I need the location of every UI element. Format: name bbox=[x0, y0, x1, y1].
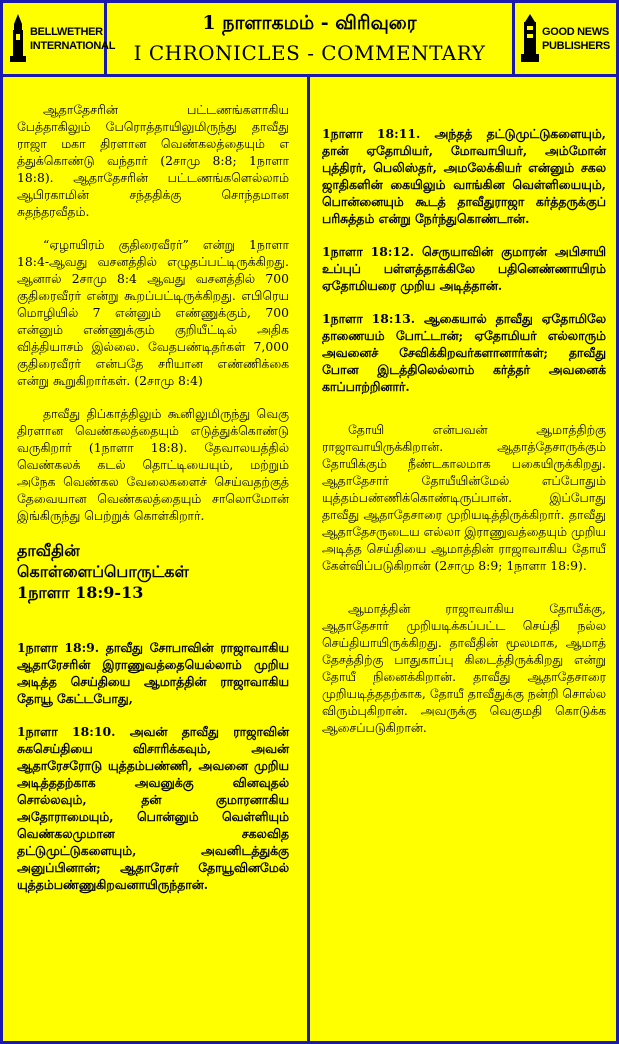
section-title-line: தாவீதின் bbox=[17, 541, 80, 560]
scripture-verse: 1நாளா 18:10. அவன் தாவீது ராஜாவின் சுகசெய்தியை விசாரிக்கவும், அவன் ஆதாரேசரோடு யுத்தம்பண்ணி, அவனை முறிய அடித்ததற்காக அவனுக்கு வினவுதல் சொல்லவும், தன் குமாரனாகிய அதோராமையும், பொன்னும் வெள்ளியும் வெண்கலமுமான சகலவித தட்டுமுட்டுகளையும், அவனிடத்துக்கு அனுப்பினான்; ஆதாரேசர் தோயூவினமேல் யுத்தம்பண்ணுகிறவனாயிருந்தான். bbox=[17, 724, 289, 892]
scripture-verse: 1நாளா 18:9. தாவீது சோபாவின் ராஜாவாகிய ஆதாரேசரின் இராணுவத்தையெல்லாம் முறிய அடித்த செய்தியை ஆமாத்தின் ராஜாவாகிய தோயூ கேட்டபோது, bbox=[17, 640, 289, 706]
good-news-logo bbox=[512, 3, 616, 74]
bellwether-logo bbox=[3, 3, 116, 74]
right-logo-line-2: PUBLISHERS bbox=[542, 39, 610, 52]
title-english: I CHRONICLES - COMMENTARY bbox=[133, 41, 486, 65]
header bbox=[3, 3, 616, 77]
scripture-verse: 1நாளா 18:12. செருயாவின் குமாரன் அபிசாயி உப்புப் பள்ளத்தாக்கிலே பதினெண்ணாயிரம் ஏதோமியரை முறிய அடித்தான். bbox=[322, 244, 606, 293]
section-title-line: கொள்ளைப்பொருட்கள் bbox=[17, 562, 189, 581]
commentary-paragraph: “ஏழாயிரம் குதிரைவீரர்” என்று 1நாளா 18:4-ஆவது வசனத்தில் எழுதப்பட்டிருக்கிறது. ஆனால் 2சாமு 8:4 ஆவது வசனத்தில் 700 குதிரைவீரர் என்று கூறப்பட்டிருக்கிறது. எபிரெய மொழியில் 7 என்னும் எண்ணுக்கும், 700 என்னும் எண்ணுக்கும் குறியீட்டில் அதிக வித்தியாசம் இல்லை. வேதபண்டிதர்கள் 7,000 குதிரைவீரர் என்பதே சரியான எண்ணிக்கை என்று கூறுகிறார்கள். (2சாமு 8:4) bbox=[17, 237, 289, 388]
commentary-paragraph: ஆதாதேசரின் பட்டணங்களாகிய பேத்தாகிலும் பேரொத்தாயிலுமிருந்து தாவீது ராஜா மகா திரளான வெண்கலத்தையும் எ த்துக்கொண்டு வந்தார் (2சாமு 8:8; 1நாளா 18:8). ஆதாதேசரின் பட்டணங்களெல்லாம் ஆபிரகாமின் சந்ததிக்கு சொந்தமான சுதந்தரவீதம். bbox=[17, 102, 289, 219]
book-tower-icon bbox=[521, 14, 539, 64]
commentary-paragraph: தாவீது திப்காத்திலும் கூனிலுமிருந்து வெகு திரளான வெண்கலத்தையும் எடுத்துக்கொண்டு வருகிறார் (1நாளா 18:8). தேவாலயத்தில் வெண்கலக் கடல் தொட்டியையும், மற்றும் அநேக வெண்கல வேலைகளைச் செய்வதற்குத் தேவையான வெண்கலத்தையும் சாலொமோன் இங்கிருந்து பெற்றுக் கொள்கிறார். bbox=[17, 406, 289, 523]
commentary-paragraph: ஆமாத்தின் ராஜாவாகிய தோயீக்கு, ஆதாதேசார் முறியடிக்கப்பட்ட செய்தி நல்ல செய்தியாயிருக்கிறது. தாவீதின் மூலமாக, ஆமாத் தேசத்திற்கு பாதுகாப்பு கிடைத்திருக்கிறது என்று தோயீ நினைக்கிறான். தாவீது ஆதாதேசாரை முறியடித்ததற்காக, தோயீ தாவீதுக்கு நன்றி சொல்ல விரும்புகிறான். அவருக்கு வெகுமதி கொடுக்க ஆசைப்படுகிறான். bbox=[322, 601, 606, 735]
title-tamil: 1 நாளாகமம் - விரிவுரை bbox=[202, 12, 417, 34]
right-logo-line-1: GOOD NEWS bbox=[542, 25, 609, 38]
scripture-verse: 1நாளா 18:13. ஆகையால் தாவீது ஏதோமிலே தாணையம் போட்டான்; ஏதோமியர் எல்லாரும் அவனைச் சேவிக்கிறவர்களானார்கள்; தாவீது போன இடத்திலெல்லாம் கர்த்தர் அவனைக் காப்பாற்றினார். bbox=[322, 311, 606, 394]
left-logo-line-1: BELLWETHER bbox=[30, 25, 103, 38]
scripture-verse: 1நாளா 18:11. அந்தத் தட்டுமுட்டுகளையும், தான் ஏதோமியர், மோவாபியர், அம்மோன் புத்திரர், பெலிஸ்தர், அமலேக்கியர் என்னும் சகல ஜாதிகளின் கையிலும் வாங்கின வெள்ளியையும், பொன்னையும் கூடத் தாவீதுராஜா கர்த்தருக்குப் பரிசுத்தம் என்று நேர்ந்துகொண்டான். bbox=[322, 126, 606, 226]
title-block bbox=[107, 3, 512, 74]
bell-tower-icon bbox=[9, 14, 27, 64]
left-column bbox=[3, 77, 310, 1041]
commentary-paragraph: தோயி என்பவன் ஆமாத்திற்கு ராஜாவாயிருக்கிறான். ஆதாத்தேசாருக்கும் தோயிக்கும் நீண்டகாலமாக பகையிருக்கிறது. ஆதாதேசார் தோயீயின்மேல் எப்போதும் யுத்தம்பண்ணிக்கொண்டிருப்பான். இப்போது தாவீது ஆதாதேசாரை முறியடித்திருக்கிறார். தாவீது ஆதாதேசருடைய எல்லா இராணுவத்தையும் முறிய அடித்த செய்தியை ஆமாத்தின் ராஜாவாகிய தோயீ கேள்விப்படுகிறான் (2சாமு 8:9; 1நாளா 18:9). bbox=[322, 422, 606, 573]
section-title bbox=[17, 540, 289, 603]
section-reference: 1நாளா 18:9-13 bbox=[17, 583, 144, 602]
left-logo-line-2: INTERNATIONAL bbox=[30, 39, 116, 52]
right-column bbox=[310, 77, 616, 1041]
